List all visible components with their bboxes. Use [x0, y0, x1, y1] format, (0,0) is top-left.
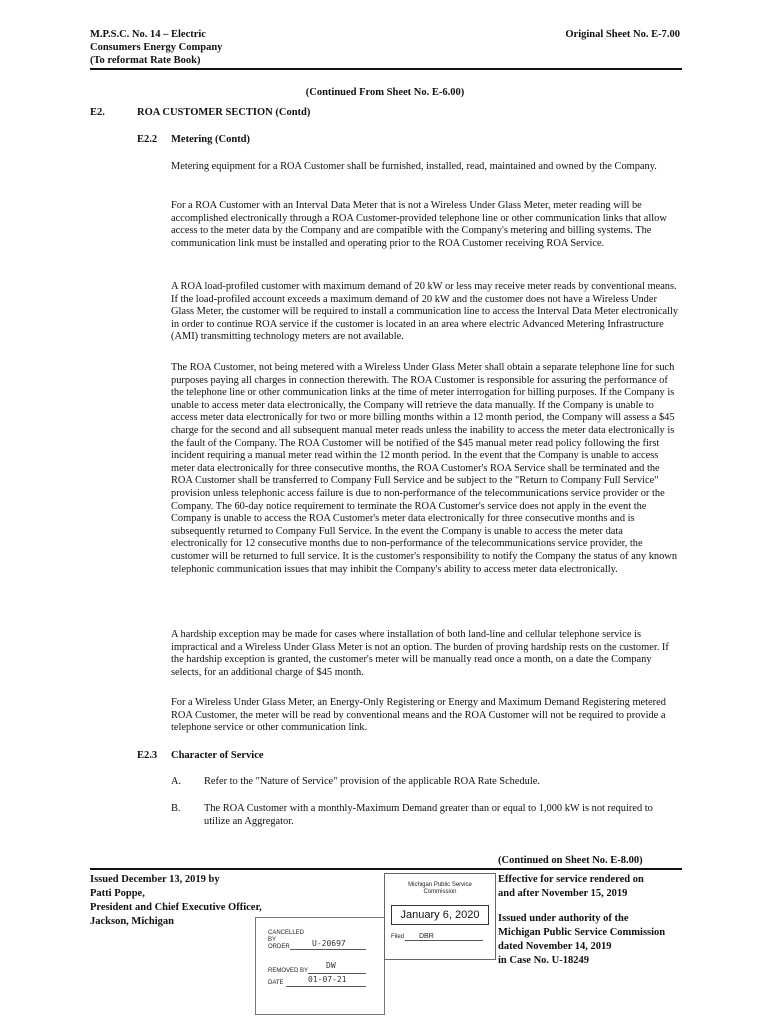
- effective-block: [498, 873, 644, 901]
- order-underline: [290, 949, 366, 950]
- company-name: Consumers Energy Company: [90, 42, 223, 53]
- item-a-text: Refer to the "Nature of Service" provision of the applicable ROA Rate Schedule.: [204, 776, 540, 787]
- cancelled-stamp: [255, 917, 385, 1015]
- section-title: ROA CUSTOMER SECTION (Contd): [137, 107, 311, 118]
- removed-by-value: DW: [326, 961, 336, 970]
- effective-line1: Effective for service rendered on: [498, 874, 644, 885]
- subsection-title-metering: Metering (Contd): [171, 134, 251, 145]
- continued-from: (Continued From Sheet No. E-6.00): [305, 87, 465, 98]
- issuer-title: President and Chief Executive Officer,: [90, 902, 262, 913]
- item-b-letter: B.: [171, 803, 181, 814]
- footer-rule: [90, 868, 682, 870]
- cancelled-label: CANCELLED: [268, 930, 305, 936]
- subsection-title-character: Character of Service: [171, 750, 264, 761]
- mpsc-org-line2: Commission: [423, 889, 457, 895]
- paragraph-load-profiled: A ROA load-profiled customer with maximum demand of 20 kW or less may receive meter reads by conventional means. If the load-profiled account exceeds a maximum demand of 20 kW and the customer does not have a Wireless Under Glass Meter, the customer will be required to install a communication line to access the Interval Data Meter electronically in order to continue ROA service if the customer is located in an area where electric Advanced Metering Infrastructure (AMI) transmitting technology meters are not available.: [171, 281, 679, 343]
- mpsc-filed-by: DBR: [419, 933, 434, 940]
- effective-line2: and after November 15, 2019: [498, 888, 628, 899]
- subsection-number-metering: E2.2: [137, 134, 158, 145]
- mpsc-filed-date: January 6, 2020: [391, 905, 489, 925]
- tariff-header-left: [90, 28, 222, 67]
- issuer-name: Patti Poppe,: [90, 888, 145, 899]
- authority-line1: Issued under authority of the: [498, 913, 629, 924]
- paragraph-interval-data-meter: For a ROA Customer with an Interval Data Meter that is not a Wireless Under Glass Meter, meter reading will be accomplished electronically through a ROA Customer-provided telephone line or other communication links that allow access to the meter data by the Company and are compatible with the Company's metering and billing systems. The communication link must be installed and operating prior to the ROA Customer receiving ROA Service.: [171, 200, 667, 249]
- paragraph-metering-equipment: Metering equipment for a ROA Customer shall be furnished, installed, read, maintained and owned by the Company.: [171, 161, 657, 172]
- sheet-number: Original Sheet No. E-7.00: [565, 29, 680, 40]
- date-underline: [286, 986, 366, 987]
- cancelled-order-value: U-20697: [312, 939, 346, 948]
- authority-line3: dated November 14, 2019: [498, 941, 612, 952]
- authority-line4: in Case No. U-18249: [498, 955, 589, 966]
- reformat-note: (To reformat Rate Book): [90, 55, 201, 66]
- issuer-location: Jackson, Michigan: [90, 916, 175, 927]
- section-number: E2.: [90, 107, 105, 118]
- mpsc-org-line1: Michigan Public Service: [408, 882, 472, 888]
- removed-underline: [308, 973, 366, 974]
- authority-block: [498, 912, 665, 968]
- mpsc-filed-label: Filed: [391, 934, 405, 940]
- issued-block: [90, 873, 262, 929]
- paragraph-wireless-meter: For a Wireless Under Glass Meter, an Energy-Only Registering or Energy and Maximum Demand Registering metered ROA Customer, the meter will be read by conventional means and the ROA Customer will not be required to provide a telephone service or other communication link.: [171, 697, 666, 734]
- subsection-number-character: E2.3: [137, 750, 158, 761]
- cancelled-by-label: BY: [268, 937, 277, 943]
- paragraph-hardship: A hardship exception may be made for cases where installation of both land-line and cellular telephone service is impractical and a Wireless Under Glass Meter is not an option. The burden of proving hardship rests on the customer. If the hardship exception is granted, the customer's meter will be manually read once a month, on a date the Company selects, for an additional charge of $45 month.: [171, 629, 669, 678]
- header-rule: [90, 68, 682, 70]
- continued-on: (Continued on Sheet No. E-8.00): [498, 855, 643, 866]
- item-b-text: The ROA Customer with a monthly-Maximum Demand greater than or equal to 1,000 kW is not required to utilize an Aggregator.: [204, 803, 653, 827]
- authority-line2: Michigan Public Service Commission: [498, 927, 666, 938]
- filed-underline: [405, 940, 483, 941]
- item-a-letter: A.: [171, 776, 182, 787]
- paragraph-telephone-line: The ROA Customer, not being metered with a Wireless Under Glass Meter shall obtain a separate telephone line for such purposes paying all charges in connection therewith. The ROA Customer is responsible for assuring the performance of the telephone line or other communication links at the time of meter interrogation for billing purposes. If the Company is unable to access meter data electronically, the Company will retrieve the data manually. If the Company is unable to access meter data electronically for two or more billing months within a 12 month period, the Company will assess a $45 charge for the second and all subsequent manual meter reads unless the inability to access the meter data electronically is the fault of the Company. The ROA Customer will be notified of the $45 manual meter read policy following the first incident requiring a manual meter read within the 12 month period. In the event that the Company is unable to access meter data electronically for three consecutive months, the ROA Customer's ROA Service shall be terminated and the ROA Customer shall be transferred to Company Full Service and be subject to the "Return to Company Full Service" provision unless telephonic access failure is due to non-performance of the telecommunications service provider or the Company. The 60-day notice requirement to terminate the ROA Customer's service does not apply in the event the Company is unable to access the ROA Customer's meter data electronically for three consecutive months and is subsequently returned to Company Full Service. In the event the Company is unable to access the meter data electronically for 12 consecutive months due to non-performance of the telecommunications service provider, the customer will be returned to full service. It is the customer's responsibility to notify the Company the status of any known telephonic communication issues that may inhibit the Company's ability to access meter data electronically.: [171, 362, 678, 575]
- removed-by-label: REMOVED BY: [268, 968, 309, 974]
- cancelled-date-value: 01-07-21: [308, 975, 347, 984]
- mpsc-filed-stamp: [384, 873, 496, 960]
- cancelled-order-label: ORDER: [268, 944, 290, 950]
- tariff-number: M.P.S.C. No. 14 – Electric: [90, 29, 206, 40]
- issued-date: Issued December 13, 2019 by: [90, 874, 220, 885]
- cancelled-date-label: DATE: [268, 980, 284, 986]
